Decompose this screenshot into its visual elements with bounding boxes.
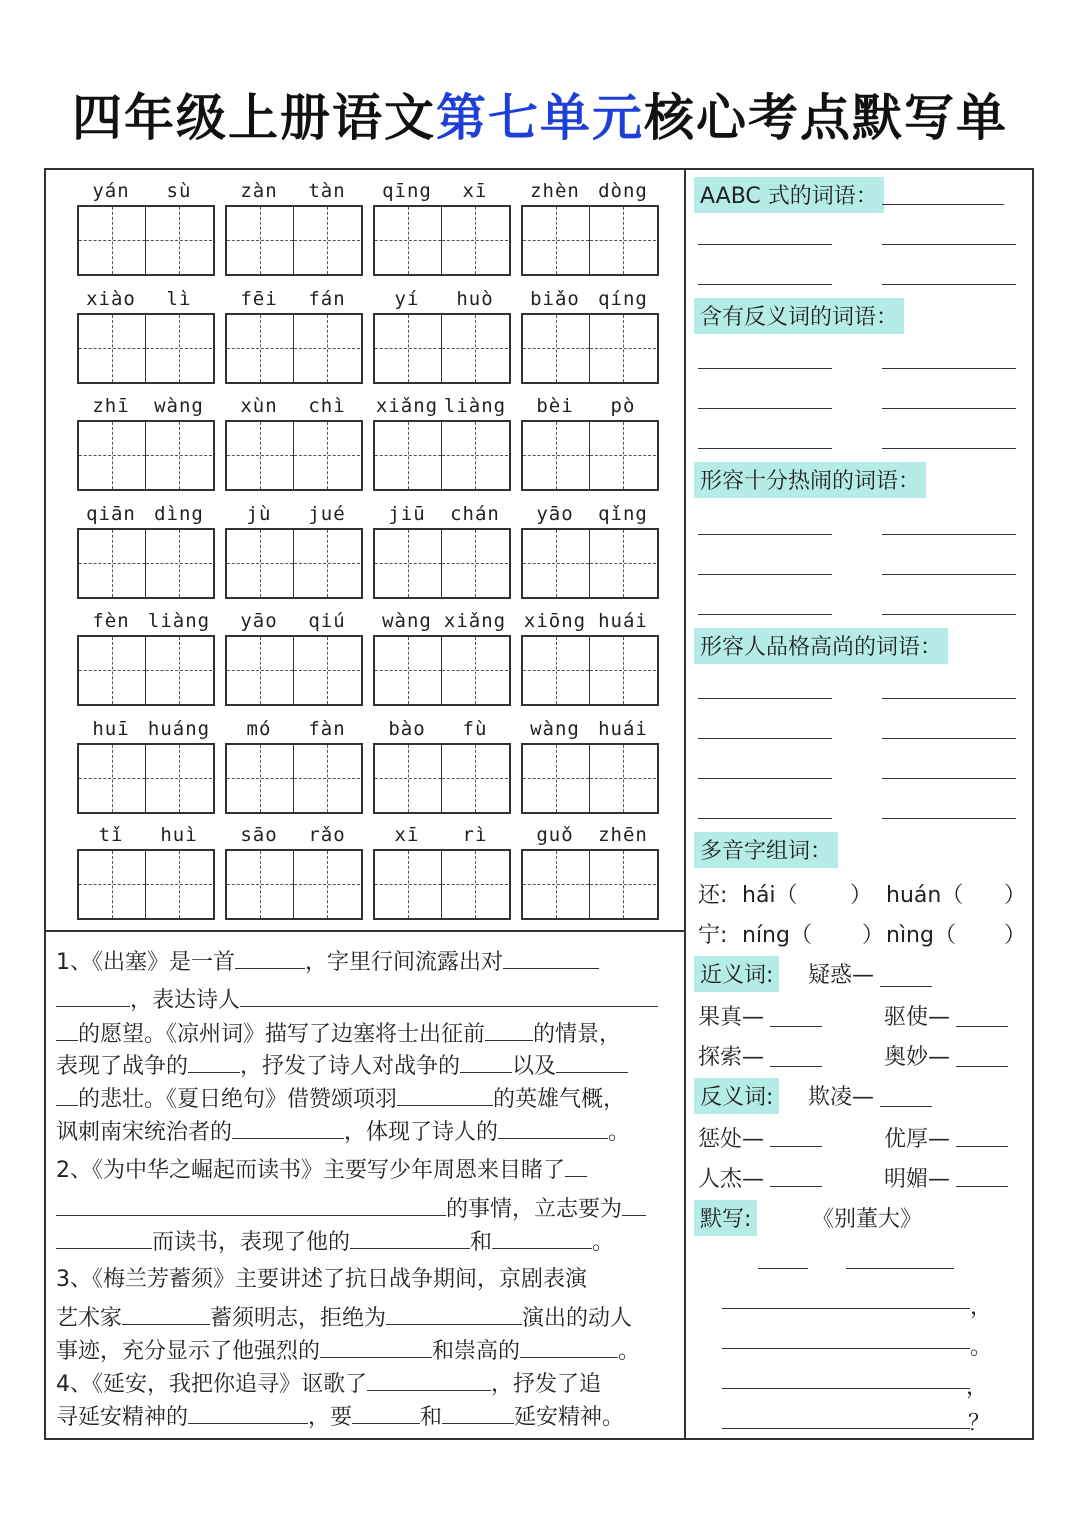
pinyin-syllable: zhī <box>92 395 130 417</box>
writing-box[interactable] <box>521 849 659 920</box>
header-antonym-words: 含有反义词的词语： <box>694 298 904 334</box>
answer-line[interactable] <box>956 1026 1008 1027</box>
header-antonym: 反义词: <box>694 1078 779 1114</box>
question-line: 讽刺南宋统治者的 ，体现了诗人的 。 <box>56 1116 630 1148</box>
pinyin-syllable: fù <box>462 718 488 740</box>
tianzige-cell[interactable] <box>227 745 294 812</box>
syn-word: 探索— <box>698 1045 765 1070</box>
tianzige-cell[interactable] <box>227 422 294 489</box>
tianzige-cell[interactable] <box>442 315 508 382</box>
tianzige-cell[interactable] <box>442 207 508 274</box>
poly1-b: huán（ <box>886 883 964 908</box>
pinyin-syllable: zhèn <box>530 180 580 202</box>
writing-box[interactable] <box>77 849 215 920</box>
pinyin-syllable: huái <box>598 718 648 740</box>
column-divider <box>684 168 686 1440</box>
writing-box[interactable] <box>373 420 511 491</box>
poly2-char: 宁: <box>698 923 728 948</box>
writing-box[interactable] <box>77 528 215 599</box>
pinyin-syllable: xiōng <box>523 610 587 632</box>
tianzige-cell[interactable] <box>79 745 146 812</box>
pinyin-syllable: bèi <box>536 395 574 417</box>
answer-line[interactable] <box>698 614 832 615</box>
tianzige-cell[interactable] <box>227 315 294 382</box>
pinyin-syllable: zàn <box>240 180 278 202</box>
writing-box[interactable] <box>225 743 363 814</box>
syn-word: 果真— <box>698 1005 765 1030</box>
tianzige-cell[interactable] <box>227 530 294 597</box>
answer-line[interactable] <box>770 1186 822 1187</box>
question-line: 3、《梅兰芳蓄须》主要讲述了抗日战争期间，京剧表演 <box>56 1267 587 1292</box>
pinyin-syllable: fèn <box>92 610 130 632</box>
header-noble: 形容人品格高尚的词语： <box>694 628 948 664</box>
title-part2: 核心考点默写单 <box>644 89 1008 147</box>
pinyin-syllable: qǐng <box>598 503 648 525</box>
header-lively: 形容十分热闹的词语： <box>694 462 926 498</box>
pinyin-syllable: xī <box>462 180 488 202</box>
pinyin-syllable: yí <box>394 288 420 310</box>
pinyin-syllable: huáng <box>147 718 211 740</box>
question-line: 表现了战争的 ，抒发了诗人对战争的 以及 <box>56 1050 628 1082</box>
answer-line[interactable] <box>722 1308 970 1309</box>
dictation-title: 《别董大》 <box>812 1207 923 1232</box>
writing-box[interactable] <box>521 313 659 384</box>
pinyin-syllable: liàng <box>443 395 507 417</box>
tianzige-cell[interactable] <box>227 207 294 274</box>
answer-line[interactable] <box>882 244 1016 245</box>
answer-line[interactable] <box>880 986 932 987</box>
poly2-b: nìng（ <box>886 923 956 948</box>
poly1-a-close: ） <box>850 883 873 908</box>
question-line: 1、《出塞》是一首 ，字里行间流露出对 <box>56 946 599 978</box>
tianzige-cell[interactable] <box>294 315 360 382</box>
dictation-punct: ， <box>966 1375 989 1400</box>
pinyin-syllable: fēi <box>240 288 278 310</box>
pinyin-syllable: huì <box>160 824 198 846</box>
answer-line[interactable] <box>882 408 1016 409</box>
writing-box[interactable] <box>225 635 363 706</box>
pinyin-syllable: wàng <box>154 395 204 417</box>
pinyin-syllable: sù <box>166 180 192 202</box>
answer-line[interactable] <box>722 1388 970 1389</box>
answer-line[interactable] <box>698 534 832 535</box>
pinyin-syllable: liàng <box>147 610 211 632</box>
tianzige-cell[interactable] <box>375 207 442 274</box>
tianzige-cell[interactable] <box>79 530 146 597</box>
writing-box[interactable] <box>373 849 511 920</box>
pinyin-syllable: jué <box>308 503 346 525</box>
tianzige-cell[interactable] <box>442 530 508 597</box>
tianzige-cell[interactable] <box>442 851 508 918</box>
pinyin-syllable: guǒ <box>536 824 574 846</box>
tianzige-cell[interactable] <box>442 745 508 812</box>
pinyin-syllable: pò <box>610 395 636 417</box>
tianzige-cell[interactable] <box>146 422 212 489</box>
pinyin-syllable: xī <box>394 824 420 846</box>
pinyin-syllable: chì <box>308 395 346 417</box>
writing-box[interactable] <box>225 528 363 599</box>
pinyin-syllable: mó <box>246 718 272 740</box>
tianzige-cell[interactable] <box>590 851 656 918</box>
question-line: 的愿望。《凉州词》描写了边塞将士出征前 的情景， <box>56 1018 621 1050</box>
section-divider <box>44 930 685 932</box>
answer-line[interactable] <box>698 284 832 285</box>
question-line: 而读书，表现了他的 和 。 <box>56 1226 614 1258</box>
writing-box[interactable] <box>373 205 511 276</box>
answer-line[interactable] <box>698 738 832 739</box>
pinyin-syllable: fán <box>308 288 346 310</box>
answer-line[interactable] <box>880 1106 932 1107</box>
ant-word: 惩处— <box>698 1127 765 1152</box>
writing-box[interactable] <box>373 635 511 706</box>
tianzige-cell[interactable] <box>146 315 212 382</box>
answer-line[interactable] <box>698 448 832 449</box>
tianzige-cell[interactable] <box>375 745 442 812</box>
dictation-punct: ？ <box>968 1411 991 1436</box>
tianzige-cell[interactable] <box>590 637 656 704</box>
answer-line[interactable] <box>882 284 1016 285</box>
title-part1: 四年级上册语文 <box>72 89 436 147</box>
tianzige-cell[interactable] <box>375 530 442 597</box>
tianzige-cell[interactable] <box>146 207 212 274</box>
tianzige-cell[interactable] <box>294 207 360 274</box>
tianzige-cell[interactable] <box>375 637 442 704</box>
tianzige-cell[interactable] <box>523 315 590 382</box>
pinyin-syllable: dìng <box>154 503 204 525</box>
answer-line[interactable] <box>882 614 1016 615</box>
tianzige-cell[interactable] <box>375 422 442 489</box>
tianzige-cell[interactable] <box>79 851 146 918</box>
tianzige-cell[interactable] <box>523 637 590 704</box>
pinyin-syllable: dòng <box>598 180 648 202</box>
answer-line[interactable] <box>882 818 1016 819</box>
pinyin-syllable: wàng <box>382 610 432 632</box>
answer-line[interactable] <box>698 408 832 409</box>
tianzige-cell[interactable] <box>590 745 656 812</box>
title-highlight: 第七单元 <box>436 89 644 147</box>
question-line: 的悲壮。《夏日绝句》借赞颂项羽 的英雄气概， <box>56 1083 625 1115</box>
syn-word: 奥妙— <box>884 1045 951 1070</box>
pinyin-syllable: bào <box>388 718 426 740</box>
tianzige-cell[interactable] <box>294 637 360 704</box>
writing-box[interactable] <box>77 205 215 276</box>
poly2-a: níng（ <box>742 923 812 948</box>
answer-line[interactable] <box>882 698 1016 699</box>
pinyin-syllable: jù <box>246 503 272 525</box>
writing-box[interactable] <box>373 743 511 814</box>
tianzige-cell[interactable] <box>146 851 212 918</box>
ant-word: 优厚— <box>884 1127 951 1152</box>
pinyin-syllable: xiǎng <box>375 395 439 417</box>
tianzige-cell[interactable] <box>523 745 590 812</box>
writing-box[interactable] <box>521 635 659 706</box>
tianzige-cell[interactable] <box>79 422 146 489</box>
answer-line[interactable] <box>722 1348 970 1349</box>
writing-box[interactable] <box>225 420 363 491</box>
tianzige-cell[interactable] <box>590 422 656 489</box>
writing-box[interactable] <box>521 743 659 814</box>
answer-line[interactable] <box>770 1066 822 1067</box>
answer-line[interactable] <box>698 244 832 245</box>
answer-line[interactable] <box>770 1146 822 1147</box>
pinyin-syllable: chán <box>450 503 500 525</box>
question-line: 艺术家 蓄须明志，拒绝为 演出的动人 <box>56 1302 632 1334</box>
tianzige-cell[interactable] <box>146 637 212 704</box>
syn-word: 驱使— <box>884 1005 951 1030</box>
pinyin-syllable: huái <box>598 610 648 632</box>
ant-word: 明媚— <box>884 1167 951 1192</box>
tianzige-cell[interactable] <box>79 637 146 704</box>
writing-box[interactable] <box>521 528 659 599</box>
writing-box[interactable] <box>373 528 511 599</box>
answer-line[interactable] <box>882 448 1016 449</box>
tianzige-cell[interactable] <box>227 637 294 704</box>
pinyin-syllable: xùn <box>240 395 278 417</box>
answer-line[interactable] <box>956 1146 1008 1147</box>
tianzige-cell[interactable] <box>523 422 590 489</box>
tianzige-cell[interactable] <box>442 422 508 489</box>
header-synonym: 近义词: <box>694 956 779 992</box>
tianzige-cell[interactable] <box>294 422 360 489</box>
pinyin-syllable: xiào <box>86 288 136 310</box>
pinyin-syllable: qiú <box>308 610 346 632</box>
answer-line[interactable] <box>882 778 1016 779</box>
syn-word: 疑惑— <box>808 963 875 988</box>
answer-line[interactable] <box>770 1026 822 1027</box>
answer-line[interactable] <box>882 574 1016 575</box>
answer-line[interactable] <box>882 368 1016 369</box>
question-line: 4、《延安，我把你追寻》讴歌了 ，抒发了追 <box>56 1368 601 1400</box>
pinyin-syllable: sāo <box>240 824 278 846</box>
question-line: ，表达诗人 <box>56 984 658 1016</box>
question-line: 事迹，充分显示了他强烈的 和崇高的 。 <box>56 1335 640 1367</box>
answer-line[interactable] <box>758 1268 808 1269</box>
pinyin-syllable: rì <box>462 824 488 846</box>
answer-line[interactable] <box>882 204 1004 205</box>
answer-line[interactable] <box>956 1186 1008 1187</box>
dictation-punct: ， <box>970 1295 993 1320</box>
tianzige-cell[interactable] <box>523 207 590 274</box>
tianzige-cell[interactable] <box>79 315 146 382</box>
poly2-b-close: ） <box>1004 923 1027 948</box>
writing-box[interactable] <box>521 420 659 491</box>
tianzige-cell[interactable] <box>146 745 212 812</box>
pinyin-syllable: yāo <box>240 610 278 632</box>
pinyin-syllable: yán <box>92 180 130 202</box>
pinyin-syllable: qīng <box>382 180 432 202</box>
answer-line[interactable] <box>956 1066 1008 1067</box>
header-polyphone: 多音字组词： <box>694 832 838 868</box>
tianzige-cell[interactable] <box>79 207 146 274</box>
pinyin-syllable: qíng <box>598 288 648 310</box>
tianzige-cell[interactable] <box>442 637 508 704</box>
pinyin-syllable: rǎo <box>308 824 346 846</box>
question-line: 寻延安精神的 ，要 和 延安精神。 <box>56 1401 624 1433</box>
answer-line[interactable] <box>698 574 832 575</box>
poly1-a: hái（ <box>742 883 798 908</box>
tianzige-cell[interactable] <box>294 530 360 597</box>
poly1-char: 还: <box>698 883 728 908</box>
pinyin-syllable: biǎo <box>530 288 580 310</box>
writing-box[interactable] <box>77 420 215 491</box>
writing-box[interactable] <box>373 313 511 384</box>
pinyin-syllable: lì <box>166 288 192 310</box>
tianzige-cell[interactable] <box>294 851 360 918</box>
dictation-punct: 。 <box>970 1335 993 1360</box>
pinyin-syllable: huī <box>92 718 130 740</box>
tianzige-cell[interactable] <box>590 315 656 382</box>
pinyin-syllable: xiǎng <box>443 610 507 632</box>
tianzige-cell[interactable] <box>590 530 656 597</box>
pinyin-syllable: wàng <box>530 718 580 740</box>
answer-line[interactable] <box>698 698 832 699</box>
writing-box[interactable] <box>225 205 363 276</box>
tianzige-cell[interactable] <box>227 851 294 918</box>
pinyin-syllable: qiān <box>86 503 136 525</box>
ant-word: 人杰— <box>698 1167 765 1192</box>
header-aabc: AABC 式的词语： <box>694 177 884 213</box>
tianzige-cell[interactable] <box>375 315 442 382</box>
writing-box[interactable] <box>77 635 215 706</box>
page-title <box>0 78 1080 150</box>
pinyin-syllable: yāo <box>536 503 574 525</box>
pinyin-syllable: huò <box>456 288 494 310</box>
answer-line[interactable] <box>882 738 1016 739</box>
question-line: 2、《为中华之崛起而读书》主要写少年周恩来目睹了 <box>56 1154 587 1186</box>
question-line: 的事情，立志要为 <box>56 1193 646 1225</box>
pinyin-syllable: jiū <box>388 503 426 525</box>
answer-line[interactable] <box>882 534 1016 535</box>
pinyin-syllable: fàn <box>308 718 346 740</box>
tianzige-cell[interactable] <box>523 851 590 918</box>
poly1-b-close: ） <box>1004 883 1027 908</box>
answer-line[interactable] <box>846 1268 954 1269</box>
tianzige-cell[interactable] <box>523 530 590 597</box>
pinyin-syllable: tàn <box>308 180 346 202</box>
tianzige-cell[interactable] <box>146 530 212 597</box>
writing-box[interactable] <box>77 313 215 384</box>
writing-box[interactable] <box>77 743 215 814</box>
ant-word: 欺凌— <box>808 1085 875 1110</box>
answer-line[interactable] <box>722 1428 970 1429</box>
poly2-a-close: ） <box>862 923 885 948</box>
writing-box[interactable] <box>225 313 363 384</box>
pinyin-syllable: zhēn <box>598 824 648 846</box>
writing-box[interactable] <box>521 205 659 276</box>
writing-box[interactable] <box>225 849 363 920</box>
tianzige-cell[interactable] <box>375 851 442 918</box>
answer-line[interactable] <box>698 818 832 819</box>
header-dictation: 默写: <box>694 1200 757 1236</box>
answer-line[interactable] <box>698 368 832 369</box>
pinyin-syllable: tǐ <box>98 824 124 846</box>
tianzige-cell[interactable] <box>590 207 656 274</box>
answer-line[interactable] <box>698 778 832 779</box>
tianzige-cell[interactable] <box>294 745 360 812</box>
